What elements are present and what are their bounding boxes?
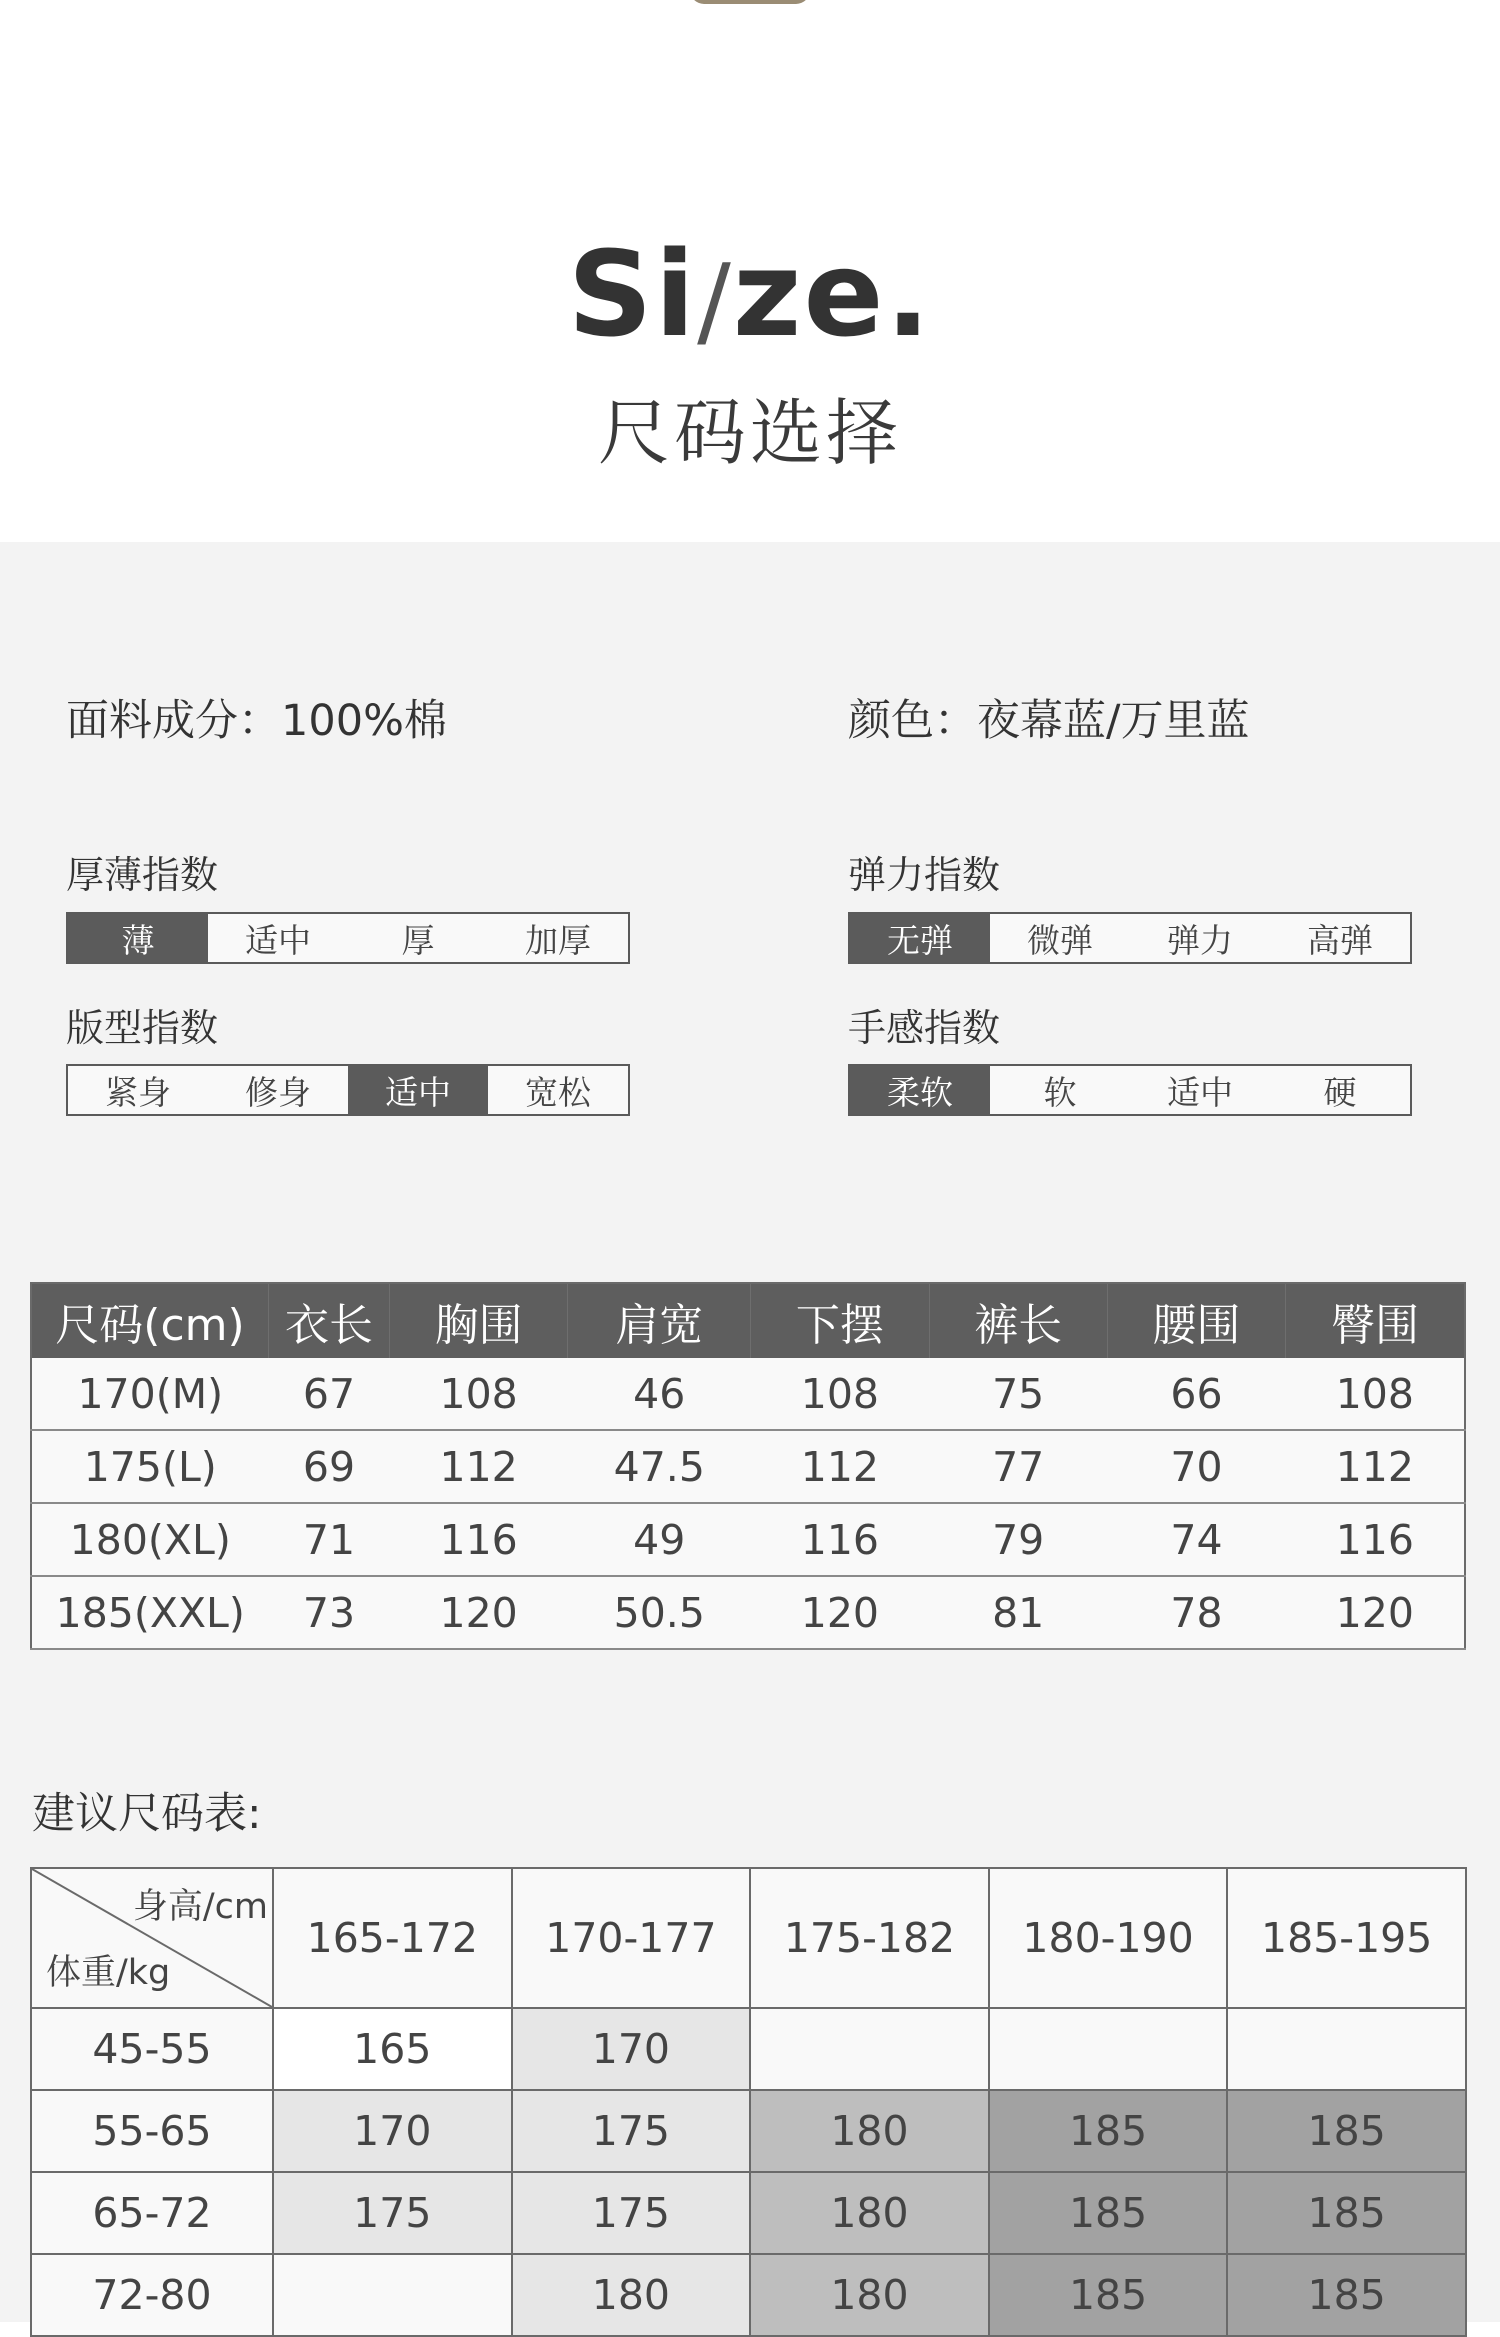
recommend-cell: 185 <box>989 2090 1228 2172</box>
table-cell: 116 <box>1286 1503 1465 1576</box>
table-cell: 70 <box>1107 1430 1285 1503</box>
feel-index-label: 手感指数 <box>848 1006 1001 1050</box>
table-row <box>31 1358 1465 1430</box>
thickness-option: 适中 <box>245 920 311 960</box>
recommend-cell: 170 <box>512 2008 751 2090</box>
decorative-product-edge <box>690 0 810 4</box>
fit-index-scale <box>66 1064 630 1116</box>
table-cell: 78 <box>1107 1576 1285 1649</box>
size-table-header: 胸围 <box>390 1283 568 1358</box>
feel-option: 软 <box>1043 1072 1077 1112</box>
size-title-cn: 尺码选择 <box>597 391 902 475</box>
title-en-part1: Si <box>567 225 698 363</box>
title-en-slash: / <box>697 242 733 359</box>
thickness-index-label: 厚薄指数 <box>66 853 219 897</box>
elasticity-index-scale <box>848 912 1412 964</box>
elasticity-option: 无弹 <box>850 914 990 962</box>
size-table-header: 下摆 <box>751 1283 929 1358</box>
recommend-cell: 175 <box>512 2090 751 2172</box>
table-cell: 67 <box>269 1358 390 1430</box>
size-info-section <box>0 542 1500 2322</box>
recommend-cell: 185 <box>1227 2254 1466 2336</box>
table-cell: 116 <box>390 1503 568 1576</box>
table-cell: 116 <box>751 1503 929 1576</box>
table-cell: 74 <box>1107 1503 1285 1576</box>
table-row <box>31 2090 1466 2172</box>
recommend-cell: 180 <box>750 2254 989 2336</box>
recommend-cell <box>273 2254 512 2336</box>
table-row <box>31 2254 1466 2336</box>
size-table-header: 裤长 <box>929 1283 1107 1358</box>
weight-range-cell: 45-55 <box>31 2008 273 2090</box>
color-info: 颜色：夜幕蓝/万里蓝 <box>848 696 1250 746</box>
height-range-header: 165-172 <box>273 1868 512 2008</box>
fit-option: 修身 <box>245 1072 311 1112</box>
recommend-corner-cell <box>31 1868 273 2008</box>
recommend-header-row <box>31 1868 1466 2008</box>
table-cell: 175(L) <box>31 1430 269 1503</box>
size-table-header: 衣长 <box>269 1283 390 1358</box>
weight-range-cell: 65-72 <box>31 2172 273 2254</box>
table-cell: 49 <box>568 1503 751 1576</box>
recommend-cell <box>1227 2008 1466 2090</box>
recommend-size-table <box>30 1867 1467 2337</box>
height-range-header: 170-177 <box>512 1868 751 2008</box>
fit-option: 适中 <box>348 1066 488 1114</box>
table-cell: 50.5 <box>568 1576 751 1649</box>
table-cell: 112 <box>751 1430 929 1503</box>
size-title-en <box>0 225 1500 363</box>
feel-option: 硬 <box>1323 1072 1357 1112</box>
table-cell: 120 <box>751 1576 929 1649</box>
recommend-cell: 175 <box>273 2172 512 2254</box>
size-table-header: 腰围 <box>1107 1283 1285 1358</box>
table-cell: 46 <box>568 1358 751 1430</box>
thickness-option: 薄 <box>68 914 208 962</box>
fit-option: 宽松 <box>525 1072 591 1112</box>
height-range-header: 175-182 <box>750 1868 989 2008</box>
table-row <box>31 2008 1466 2090</box>
table-cell: 73 <box>269 1576 390 1649</box>
table-cell: 71 <box>269 1503 390 1576</box>
table-cell: 79 <box>929 1503 1107 1576</box>
recommend-cell: 185 <box>1227 2172 1466 2254</box>
elasticity-option: 微弹 <box>1027 920 1093 960</box>
table-cell: 108 <box>1286 1358 1465 1430</box>
table-cell: 77 <box>929 1430 1107 1503</box>
thickness-option: 加厚 <box>525 920 591 960</box>
recommend-cell: 180 <box>750 2172 989 2254</box>
table-row <box>31 1430 1465 1503</box>
height-range-header: 185-195 <box>1227 1868 1466 2008</box>
weight-axis-label: 体重/kg <box>46 1953 171 1993</box>
fit-index-label: 版型指数 <box>66 1006 219 1050</box>
thickness-index-scale <box>66 912 630 964</box>
weight-range-cell: 72-80 <box>31 2254 273 2336</box>
fit-option: 紧身 <box>105 1072 171 1112</box>
recommend-cell: 180 <box>750 2090 989 2172</box>
table-cell: 75 <box>929 1358 1107 1430</box>
recommend-cell: 185 <box>1227 2090 1466 2172</box>
weight-range-cell: 55-65 <box>31 2090 273 2172</box>
recommend-cell: 165 <box>273 2008 512 2090</box>
size-table-header-row <box>31 1283 1465 1358</box>
feel-index-scale <box>848 1064 1412 1116</box>
table-cell: 112 <box>1286 1430 1465 1503</box>
table-cell: 47.5 <box>568 1430 751 1503</box>
table-cell: 120 <box>390 1576 568 1649</box>
table-row <box>31 1503 1465 1576</box>
size-chart-table <box>30 1282 1466 1650</box>
table-cell: 69 <box>269 1430 390 1503</box>
table-row <box>31 1576 1465 1649</box>
fabric-info: 面料成分：100%棉 <box>66 696 447 746</box>
table-cell: 108 <box>751 1358 929 1430</box>
table-cell: 180(XL) <box>31 1503 269 1576</box>
elasticity-option: 高弹 <box>1307 920 1373 960</box>
height-range-header: 180-190 <box>989 1868 1228 2008</box>
table-row <box>31 2172 1466 2254</box>
recommend-cell: 175 <box>512 2172 751 2254</box>
recommend-cell: 170 <box>273 2090 512 2172</box>
table-cell: 170(M) <box>31 1358 269 1430</box>
recommend-cell <box>989 2008 1228 2090</box>
recommend-cell: 185 <box>989 2254 1228 2336</box>
thickness-option: 厚 <box>401 920 435 960</box>
recommend-cell: 185 <box>989 2172 1228 2254</box>
feel-option: 适中 <box>1167 1072 1233 1112</box>
feel-option: 柔软 <box>850 1066 990 1114</box>
table-cell: 81 <box>929 1576 1107 1649</box>
recommend-cell <box>750 2008 989 2090</box>
recommend-cell: 180 <box>512 2254 751 2336</box>
size-table-header: 肩宽 <box>568 1283 751 1358</box>
height-axis-label: 身高/cm <box>132 1887 268 1927</box>
title-en-part2: ze. <box>732 225 933 363</box>
size-table-header: 臀围 <box>1286 1283 1465 1358</box>
table-cell: 185(XXL) <box>31 1576 269 1649</box>
table-cell: 108 <box>390 1358 568 1430</box>
elasticity-option: 弹力 <box>1167 920 1233 960</box>
header-section <box>0 0 1500 542</box>
table-cell: 120 <box>1286 1576 1465 1649</box>
table-cell: 66 <box>1107 1358 1285 1430</box>
elasticity-index-label: 弹力指数 <box>848 853 1001 897</box>
size-table-header: 尺码(cm) <box>31 1283 269 1358</box>
table-cell: 112 <box>390 1430 568 1503</box>
recommend-size-label: 建议尺码表: <box>32 1789 262 1839</box>
